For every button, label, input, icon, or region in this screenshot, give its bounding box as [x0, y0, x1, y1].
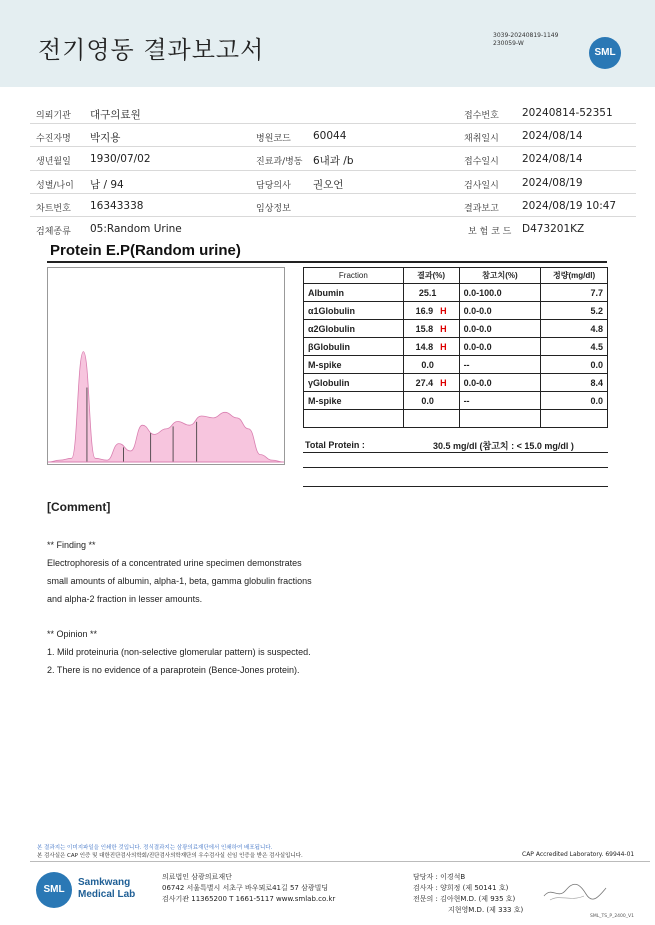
fraction-concentration: 4.5 [541, 338, 608, 356]
fraction-name: Albumin [304, 284, 404, 302]
info-value: 2024/08/14 [522, 153, 583, 166]
doc-id-primary: 3039-20240819-1149 [493, 32, 559, 39]
info-row [30, 101, 636, 124]
info-label: 접수번호 [464, 111, 499, 121]
sml-logo: SML [36, 872, 72, 908]
result-value: 25.1 [418, 287, 437, 298]
info-label: 성별/나이 [36, 180, 74, 191]
brand-line: Samkwang [78, 877, 131, 888]
result-value: 14.8 [415, 341, 434, 352]
result-row [304, 320, 608, 338]
result-row [304, 302, 608, 320]
info-value: 05:Random Urine [90, 222, 182, 235]
col-result: 결과(%) [403, 268, 459, 284]
high-flag: H [440, 305, 447, 316]
result-value: 27.4 [415, 377, 434, 388]
org-address: 06742 서울특별시 서초구 바우뫼로41길 57 삼광빌딩 [162, 884, 329, 892]
fraction-result [403, 374, 459, 392]
info-row [30, 217, 636, 240]
info-value: 남 / 94 [90, 178, 124, 191]
finding-line: small amounts of albumin, alpha-1, beta, gamma globulin fractions [47, 576, 312, 586]
info-row [30, 124, 636, 147]
result-row-empty [304, 410, 608, 428]
result-row [304, 392, 608, 410]
results-table [303, 267, 608, 428]
divider [303, 467, 608, 468]
divider [47, 261, 607, 263]
document-ids [493, 32, 558, 48]
test-title: Protein E.P(Random urine) [50, 242, 241, 259]
fraction-name: α1Globulin [304, 302, 404, 320]
patient-info [30, 101, 636, 240]
org-name: 의료법인 삼광의료재단 [162, 873, 232, 881]
fraction-concentration: 7.7 [541, 284, 608, 302]
fraction-name: M-spike [304, 356, 404, 374]
fraction-name: M-spike [304, 392, 404, 410]
sml-logo: SML [589, 37, 621, 69]
info-value: 16343338 [90, 199, 144, 212]
col-reference: 참고치(%) [459, 268, 541, 284]
info-label: 담당의사 [256, 180, 291, 191]
results-header-row [304, 268, 608, 284]
fraction-name: βGlobulin [304, 338, 404, 356]
info-value: 6내과 /b [313, 155, 354, 168]
opinion-line: 1. Mild proteinuria (non-selective glomerular pattern) is suspected. [47, 647, 311, 657]
high-flag: H [440, 341, 447, 352]
info-label: 보 험 코 드 [468, 226, 512, 237]
fraction-result [403, 356, 459, 374]
info-value: 2024/08/14 [522, 130, 583, 143]
info-value: 1930/07/02 [90, 153, 151, 166]
finding-title: ** Finding ** [47, 540, 96, 550]
info-label: 검사일시 [464, 180, 499, 191]
result-value: 0.0 [421, 359, 434, 370]
fraction-concentration: 0.0 [541, 356, 608, 374]
info-label: 채취일시 [464, 134, 499, 145]
staff-specialist: 전문의 : 김아현M.D. (제 935 호) [413, 895, 516, 903]
result-value: 15.8 [415, 323, 434, 334]
fraction-name: α2Globulin [304, 320, 404, 338]
result-row [304, 356, 608, 374]
staff-tester: 검사자 : 양희정 (제 50141 호) [413, 884, 509, 892]
fraction-reference: 0.0-0.0 [459, 338, 541, 356]
cap-accreditation: CAP Accredited Laboratory. 69944-01 [522, 851, 635, 858]
total-protein-value: 30.5 mg/dl (참고치 : < 15.0 mg/dl ) [433, 441, 574, 451]
divider [303, 486, 608, 487]
brand-line: Medical Lab [78, 889, 136, 900]
fraction-reference: -- [459, 392, 541, 410]
fraction-result [403, 320, 459, 338]
report-header [0, 0, 655, 87]
info-label: 병원코드 [256, 134, 291, 145]
fraction-result [403, 338, 459, 356]
info-row [30, 147, 636, 170]
fraction-reference: -- [459, 356, 541, 374]
brand-name [78, 877, 135, 901]
opinion-title: ** Opinion ** [47, 629, 98, 639]
info-value: 권오언 [313, 178, 344, 191]
info-label: 검체종류 [36, 226, 71, 237]
fraction-concentration: 0.0 [541, 392, 608, 410]
info-label: 임상정보 [256, 203, 291, 214]
signature [540, 878, 610, 904]
result-row [304, 284, 608, 302]
info-label: 생년월일 [36, 157, 71, 168]
info-value: 20240814-52351 [522, 107, 613, 119]
high-flag: H [440, 323, 447, 334]
info-value: 박지용 [90, 132, 121, 145]
info-label: 의뢰기관 [36, 111, 71, 121]
densitogram-area [48, 352, 284, 462]
col-fraction: Fraction [304, 268, 404, 284]
result-row [304, 338, 608, 356]
densitogram-chart [47, 267, 285, 465]
staff-manager: 담당자 : 이경석B [413, 873, 466, 881]
info-label: 결과보고 [464, 203, 499, 214]
result-value: 16.9 [415, 305, 434, 316]
total-protein [303, 435, 608, 453]
report-title: 전기영동 결과보고서 [38, 36, 265, 64]
result-value: 0.0 [421, 395, 434, 406]
high-flag: H [440, 377, 447, 388]
info-value: 2024/08/19 [522, 176, 583, 189]
info-label: 수진자명 [36, 134, 71, 145]
info-label: 진료과/병동 [256, 157, 303, 168]
staff-specialist: 지현영M.D. (제 333 호) [448, 906, 524, 914]
results-body [304, 284, 608, 428]
opinion-line: 2. There is no evidence of a paraprotein (Bence-Jones protein). [47, 665, 300, 675]
info-label: 차트번호 [36, 203, 71, 214]
info-value: 대구의료원 [90, 109, 141, 121]
info-row [30, 171, 636, 194]
fraction-result [403, 392, 459, 410]
info-label: 접수일시 [464, 157, 499, 168]
disclaimer-cap: 본 검사실은 CAP 인증 및 대한진단검사의학회/진단검사의학재단의 우수검사실 신임 인증을 받은 검사실입니다. [37, 853, 303, 859]
fraction-reference: 0.0-0.0 [459, 374, 541, 392]
form-code: SML_TS_P_2400_V1 [590, 914, 634, 919]
fraction-concentration: 4.8 [541, 320, 608, 338]
info-value: 60044 [313, 130, 347, 143]
col-concentration: 정량(mg/dl) [541, 268, 608, 284]
disclaimer-print: 본 결과지는 이미지파일을 인쇄한 것입니다. 정식결과지는 삼광의료재단에서 인쇄하여 배포됩니다. [37, 845, 273, 851]
comment-title: [Comment] [47, 500, 111, 514]
info-row [30, 194, 636, 217]
info-value: 2024/08/19 10:47 [522, 199, 617, 212]
fraction-reference: 0.0-0.0 [459, 302, 541, 320]
fraction-concentration: 5.2 [541, 302, 608, 320]
fraction-reference: 0.0-100.0 [459, 284, 541, 302]
fraction-concentration: 8.4 [541, 374, 608, 392]
org-contact: 검사기관 11365200 T 1661-5117 www.smlab.co.kr [162, 895, 336, 903]
fraction-reference: 0.0-0.0 [459, 320, 541, 338]
fraction-name: γGlobulin [304, 374, 404, 392]
doc-id-secondary: 230059-W [493, 40, 524, 47]
finding-line: and alpha-2 fraction in lesser amounts. [47, 594, 203, 604]
densitogram-svg [48, 268, 284, 464]
fraction-result [403, 284, 459, 302]
total-protein-label: Total Protein : [305, 440, 365, 450]
info-value: D473201KZ [522, 222, 585, 235]
finding-line: Electrophoresis of a concentrated urine specimen demonstrates [47, 558, 302, 568]
result-row [304, 374, 608, 392]
fraction-result [403, 302, 459, 320]
divider [30, 861, 650, 862]
